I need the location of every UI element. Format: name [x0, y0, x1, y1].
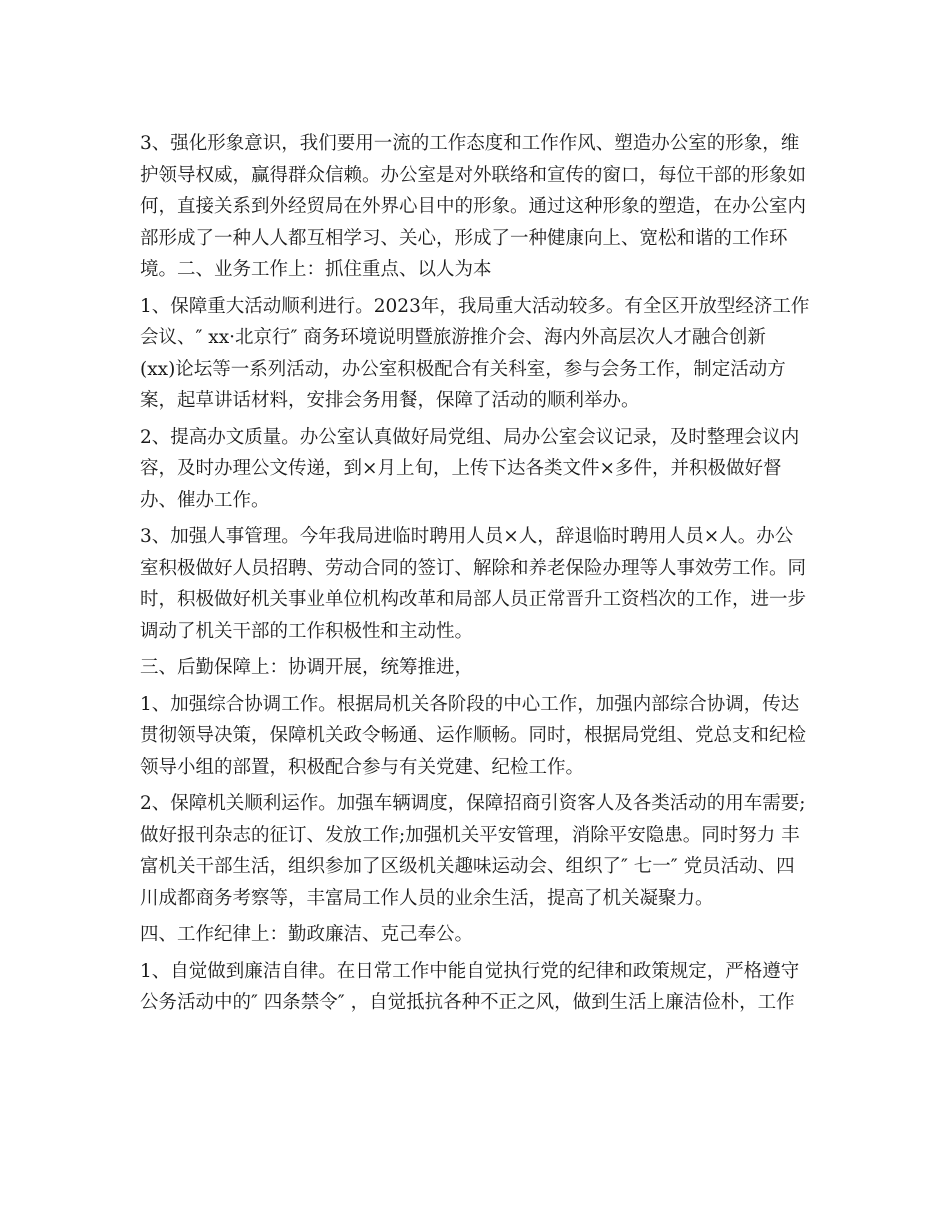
paragraph — [140, 128, 820, 286]
document-body — [140, 128, 820, 1024]
text-line: 1、自觉做到廉洁自律。在日常工作中能自觉执行党的纪律和政策规定，严格遵守 — [140, 960, 800, 982]
text-line: 贯彻领导决策，保障机关政令畅通、运作顺畅。同时，根据局党组、党总支和纪检 — [140, 725, 807, 746]
text-line: 时，积极做好机关事业单位机构改革和局部人员正常晋升工资档次的工作，进一步 — [140, 589, 807, 610]
text-line: 3、强化形象意识，我们要用一流的工作态度和工作作风、塑造办公室的形象，维 — [140, 133, 800, 154]
text-line: 三、后勤保障上：协调开展，统筹推进， — [140, 657, 474, 678]
text-line: 室积极做好人员招聘、劳动合同的签订、解除和养老保险办理等人事效劳工作。同 — [140, 557, 807, 579]
text-line: 3、加强人事管理。今年我局进临时聘用人员×人，辞退临时聘用人员×人。办公 — [140, 526, 794, 547]
text-line: 川成都商务考察等，丰富局工作人员的业余生活，提高了机关凝聚力。 — [140, 887, 714, 909]
paragraph — [140, 956, 820, 1019]
text-line: 富机关干部生活，组织参加了区级机关趣味运动会、组织了″ 七一″ 党员活动、四 — [140, 856, 795, 877]
text-line: (xx)论坛等一系列活动，办公室积极配合有关科室，参与会务工作，制定活动方 — [140, 358, 786, 380]
paragraph — [140, 919, 820, 951]
paragraph — [140, 652, 820, 684]
text-line: 四、工作纪律上：勤政廉洁、克己奉公。 — [140, 924, 474, 945]
text-line: 案，起草讲话材料，安排会务用餐，保障了活动的顺利举办。 — [140, 390, 640, 411]
text-line: 容，及时办理公文传递，到×月上旬，上传下达各类文件×多件，并积极做好督 — [140, 458, 782, 479]
text-line: 领导小组的部置，积极配合参与有关党建、纪检工作。 — [140, 756, 585, 778]
paragraph — [140, 422, 820, 517]
text-line: 会议、″ xx·北京行″ 商务环境说明暨旅游推介会、海内外高层次人才融合创新 — [140, 327, 766, 348]
text-line: 部形成了一种人人都互相学习、关心，形成了一种健康向上、宽松和谐的工作环 — [140, 227, 788, 249]
text-line: 2、提高办文质量。办公室认真做好局党组、局办公室会议记录，及时整理会议内 — [140, 426, 800, 448]
paragraph — [140, 521, 820, 647]
text-line: 境。二、业务工作上：抓住重点、以人为本 — [140, 259, 492, 280]
text-line: 1、保障重大活动顺利进行。2023年，我局重大活动较多。有全区开放型经济工作 — [140, 295, 810, 317]
text-line: 护领导权威，赢得群众信赖。办公室是对外联络和宣传的窗口，每位干部的形象如 — [140, 164, 807, 186]
paragraph — [140, 788, 820, 914]
text-line: 调动了机关干部的工作积极性和主动性。 — [140, 620, 474, 642]
paragraph — [140, 291, 820, 417]
text-line: 公务活动中的″ 四条禁令″ ，自觉抵抗各种不正之风，做到生活上廉洁俭朴，工作 — [140, 992, 795, 1013]
paragraph — [140, 689, 820, 784]
text-line: 何，直接关系到外经贸局在外界心目中的形象。通过这种形象的塑造，在办公室内 — [140, 196, 807, 217]
text-line: 办、催办工作。 — [140, 489, 270, 511]
text-line: 做好报刊杂志的征订、发放工作;加强机关平安管理，消除平安隐患。同时努力 丰 — [140, 824, 800, 846]
text-line: 2、保障机关顺利运作。加强车辆调度，保障招商引资客人及各类活动的用车需要; — [140, 793, 806, 814]
text-line: 1、加强综合协调工作。根据局机关各阶段的中心工作，加强内部综合协调，传达 — [140, 693, 800, 715]
